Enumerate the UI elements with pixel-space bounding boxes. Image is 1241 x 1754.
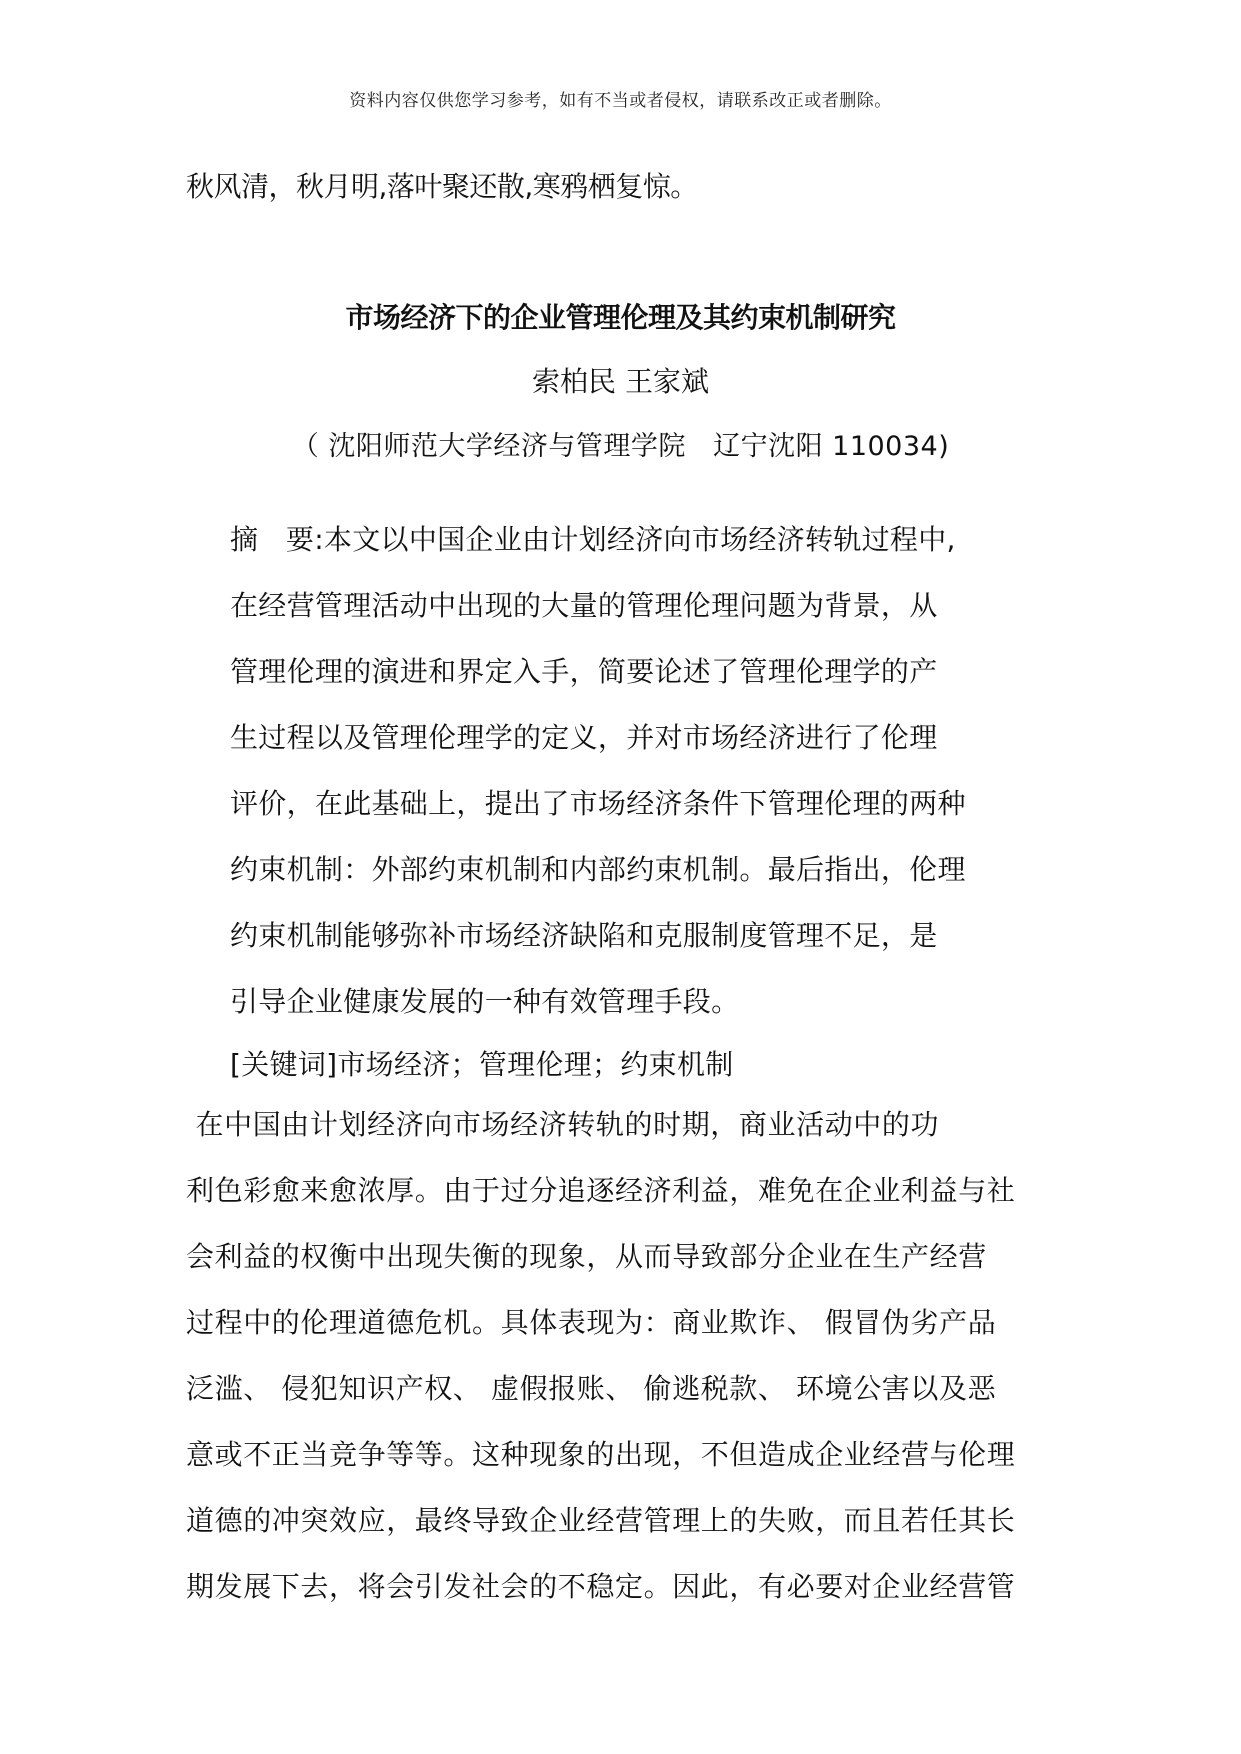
- body-line: 期发展下去，将会引发社会的不稳定。因此，有必要对企业经营管: [186, 1570, 1016, 1603]
- keywords-line: [关键词]市场经济；管理伦理；约束机制: [230, 1048, 734, 1081]
- body-line: 过程中的伦理道德危机。具体表现为：商业欺诈、 假冒伪劣产品: [186, 1306, 997, 1339]
- body-line: 泛滥、 侵犯知识产权、 虚假报账、 偷逃税款、 环境公害以及恶: [186, 1372, 997, 1405]
- abstract-line: 引导企业健康发展的一种有效管理手段。: [230, 985, 740, 1018]
- abstract-line: 约束机制：外部约束机制和内部约束机制。最后指出，伦理: [230, 853, 966, 886]
- page-header-disclaimer: 资料内容仅供您学习参考，如有不当或者侵权，请联系改正或者删除。: [349, 91, 892, 111]
- body-line: 意或不正当竞争等等。这种现象的出现，不但造成企业经营与伦理: [186, 1438, 1016, 1471]
- body-paragraph: [186, 1107, 1066, 1635]
- paper-authors: 索柏民 王家斌: [532, 365, 709, 398]
- abstract-line: 摘 要:本文以中国企业由计划经济向市场经济转轨过程中,: [230, 523, 956, 556]
- body-line: 在中国由计划经济向市场经济转轨的时期，商业活动中的功: [186, 1108, 940, 1141]
- abstract-block: [230, 522, 1010, 1050]
- paper-affiliation: （ 沈阳师范大学经济与管理学院 辽宁沈阳 110034): [291, 431, 950, 462]
- paper-title: 市场经济下的企业管理伦理及其约束机制研究: [345, 301, 896, 334]
- abstract-line: 在经营管理活动中出现的大量的管理伦理问题为背景，从: [230, 589, 938, 622]
- poem-line: 秋风清，秋月明,落叶聚还散,寒鸦栖复惊。: [186, 170, 698, 203]
- abstract-line: 约束机制能够弥补市场经济缺陷和克服制度管理不足，是: [230, 919, 938, 952]
- body-line: 会利益的权衡中出现失衡的现象，从而导致部分企业在生产经营: [186, 1240, 987, 1273]
- abstract-line: 评价，在此基础上，提出了市场经济条件下管理伦理的两种: [230, 787, 966, 820]
- body-line: 道德的冲突效应，最终导致企业经营管理上的失败，而且若任其长: [186, 1504, 1016, 1537]
- abstract-line: 生过程以及管理伦理学的定义，并对市场经济进行了伦理: [230, 721, 938, 754]
- abstract-line: 管理伦理的演进和界定入手，简要论述了管理伦理学的产: [230, 655, 938, 688]
- body-line: 利色彩愈来愈浓厚。由于过分追逐经济利益，难免在企业利益与社: [186, 1174, 1016, 1207]
